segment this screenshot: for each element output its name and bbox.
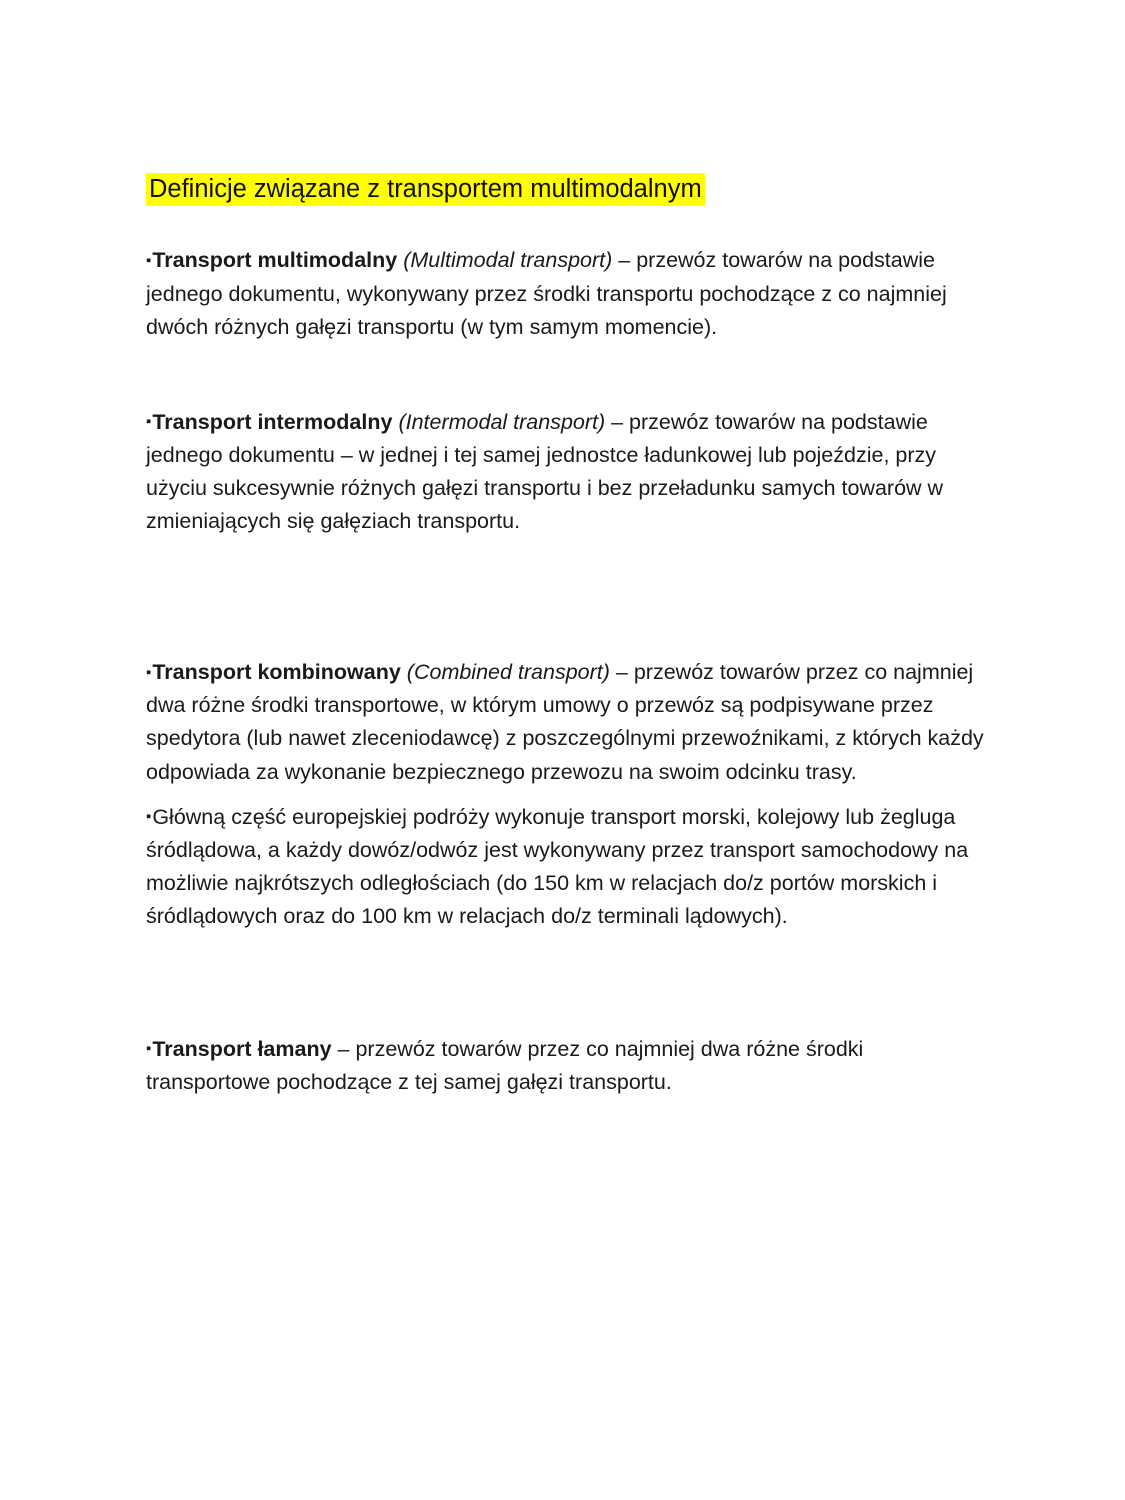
- page-title: Definicje związane z transportem multimodalnym: [146, 173, 705, 206]
- spacer: [146, 344, 988, 406]
- definition-paragraph-intermodalny: [146, 406, 988, 538]
- bullet-icon: ▪: [146, 413, 152, 431]
- spacer: [146, 933, 988, 1033]
- bullet-icon: ▪: [146, 251, 152, 269]
- definition-text: – przewóz towarów przez co najmniej dwa różne środki transportowe, w którym umowy o przewóz są podpisywane przez spedytora (lub nawet zleceniodawcę) z poszczególnymi przewoźnikami, z których każdy odpowiada za wykonanie bezpiecznego przewozu na swoim odcinku trasy.: [146, 660, 984, 784]
- spacer: [146, 538, 988, 656]
- definition-paragraph-lamany: [146, 1033, 988, 1099]
- definition-text: – przewóz towarów na podstawie jednego dokumentu, wykonywany przez środki transportu pochodzące z co najmniej dwóch różnych gałęzi transportu (w tym samym momencie).: [146, 248, 947, 339]
- definition-text: – przewóz towarów przez co najmniej dwa różne środki transportowe pochodzące z tej samej gałęzi transportu.: [146, 1037, 864, 1095]
- definition-text: Główną część europejskiej podróży wykonuje transport morski, kolejowy lub żegluga śródlądowa, a każdy dowóz/odwóz jest wykonywany przez transport samochodowy na możliwie najkrótszych odległościach (do 150 km w relacjach do/z portów morskich i śródlądowych oraz do 100 km w relacjach do/z terminali lądowych).: [146, 804, 969, 928]
- definition-term-english: (Intermodal transport): [398, 409, 606, 434]
- definition-paragraph-multimodalny: [146, 244, 988, 343]
- definition-term: Transport intermodalny: [152, 409, 393, 434]
- bullet-icon: ▪: [146, 1040, 152, 1058]
- definition-term-english: (Multimodal transport): [403, 248, 613, 273]
- definition-term: Transport multimodalny: [152, 248, 398, 273]
- spacer: [146, 789, 988, 801]
- definition-term-english: (Combined transport): [406, 660, 610, 685]
- definition-term: Transport łamany: [152, 1037, 332, 1062]
- definition-term: Transport kombinowany: [152, 660, 401, 685]
- definition-paragraph-kombinowany: [146, 656, 988, 788]
- definition-text: – przewóz towarów na podstawie jednego dokumentu – w jednej i tej samej jednostce ładunkowej lub pojeździe, przy użyciu sukcesywnie różnych gałęzi transportu i bez przeładunku samych towarów w zmieniających się gałęziach transportu.: [146, 409, 944, 534]
- document-body: [146, 172, 988, 1099]
- bullet-icon: ▪: [146, 807, 152, 825]
- definition-paragraph-europejska-podroz: [146, 801, 988, 933]
- bullet-icon: ▪: [146, 663, 152, 681]
- page-title-wrapper: [146, 172, 988, 206]
